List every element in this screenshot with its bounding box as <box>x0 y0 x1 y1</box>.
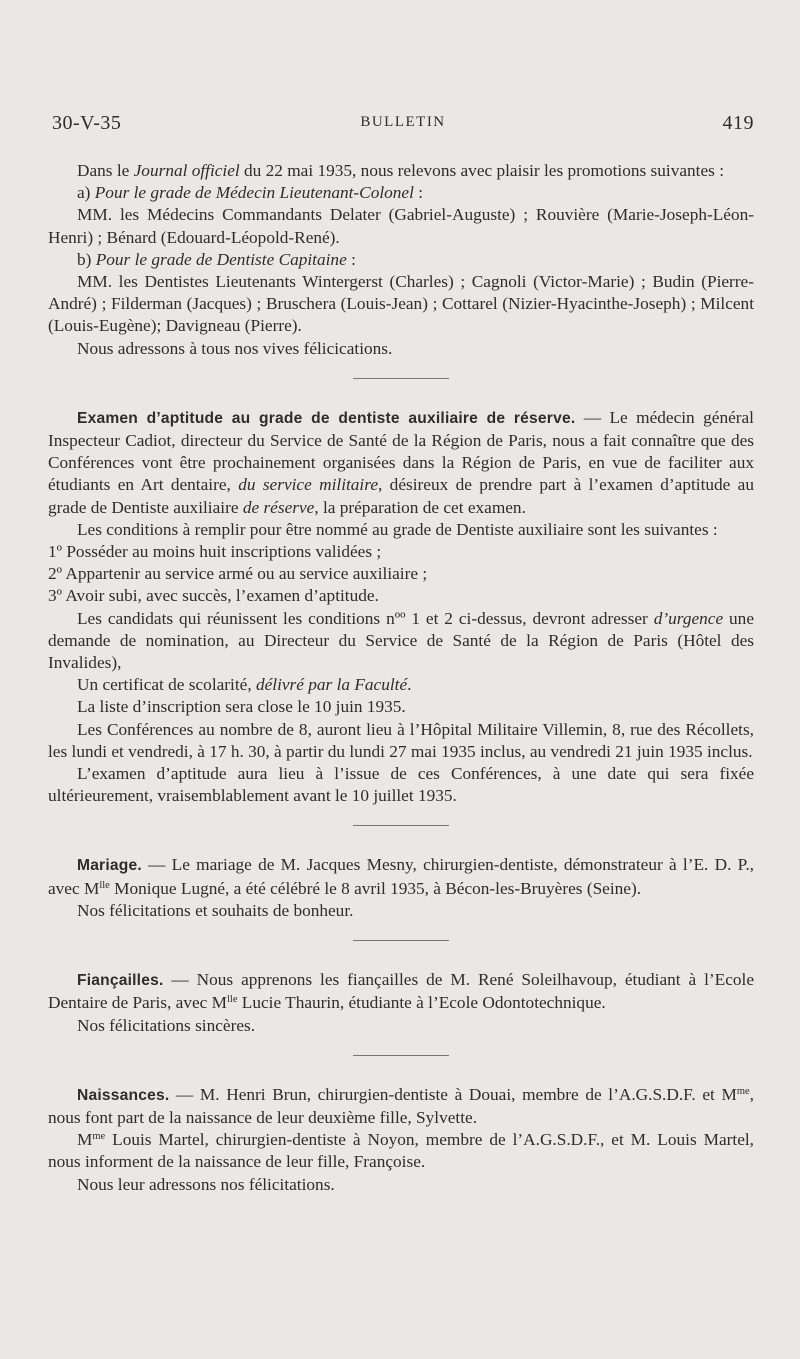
promotions-intro: Dans le Journal officiel du 22 mai 1935, nous relevons avec plaisir les promotions suivantes : <box>77 161 724 180</box>
examen-paragraph-candidates: Les candidats qui réunissent les conditions nºº 1 et 2 ci-dessus, devront adresser d’urgence une demande de nomination, au Directeur du Service de Santé de la Région de Paris (Hôtel des Invalides), <box>48 608 754 673</box>
section-divider <box>353 1055 449 1056</box>
mariage-heading: Mariage. <box>77 857 142 875</box>
issue-date: 30-V-35 <box>52 112 122 134</box>
naissances-paragraph-1: Naissances. — M. Henri Brun, chirurgien-dentiste à Douai, membre de l’A.G.S.D.F. et $M^{me}$, nous font part de la naissance de leur deuxième fille, Sylvette. <box>48 1084 754 1127</box>
examen-paragraph-list: La liste d’inscription sera close le 10 juin 1935. <box>77 697 406 717</box>
promotion-b-names: MM. les Dentistes Lieutenants Wintergerst (Charles) ; Cagnoli (Victor-Marie) ; Budin (Pierre-André) ; Filderman (Jacques) ; Bruschera (Louis-Jean) ; Cottarel (Nizier-Hyacinthe-Joseph) ; Milcent (Louis-Eugène); Davigneau (Pierre). <box>48 272 754 336</box>
journal-title: Journal officiel <box>133 161 240 180</box>
examen-paragraph-exam-date: L’examen d’aptitude aura lieu à l’issue de ces Conférences, à une date qui sera fixée ultérieurement, vraisemblablement avant le 10 juillet 1935. <box>48 764 754 806</box>
fiancailles-closing: Nos félicitations sincères. <box>77 1015 256 1035</box>
promotion-a-names: MM. les Médecins Commandants Delater (Gabriel-Auguste) ; Rouvière (Marie-Joseph-Léon-Henri) ; Bénard (Edouard-Léopold-René). <box>48 205 754 247</box>
mariage-section <box>48 854 754 922</box>
mariage-paragraph: Mariage. — Le mariage de M. Jacques Mesny, chirurgien-dentiste, démonstrateur à l’E. D. P., avec $M^{lle}$ Monique Lugné, a été célébré le 8 avril 1935, à Bécon-les-Bruyères (Seine). <box>48 855 754 898</box>
examen-section <box>48 407 754 808</box>
promotion-b-heading: b) Pour le grade de Dentiste Capitaine : <box>77 249 356 269</box>
naissances-paragraph-2: $M^{me}$ Louis Martel, chirurgien-dentiste à Noyon, membre de l’A.G.S.D.F., et M. Louis Martel, nous informent de la naissance de leur fille, Françoise. <box>48 1130 754 1172</box>
examen-paragraph-conferences: Les Conférences au nombre de 8, auront lieu à l’Hôpital Militaire Villemin, 8, rue des Récollets, les lundi et vendredi, à 17 h. 30, à partir du lundi 27 mai 1935 inclus, au vendredi 21 juin 1935 inclus. <box>48 719 754 761</box>
naissances-closing: Nous leur adressons nos félicitations. <box>77 1174 335 1194</box>
page-header <box>52 112 754 142</box>
condition-3: 3º Avoir subi, avec succès, l’examen d’aptitude. <box>48 586 379 606</box>
condition-1: 1º Posséder au moins huit inscriptions validées ; <box>48 542 382 562</box>
fiancailles-paragraph: Fiançailles. — Nous apprenons les fiançailles de M. René Soleilhavoup, étudiant à l’Ecole Dentaire de Paris, avec $M^{lle}$ Lucie Thaurin, étudiante à l’Ecole Odontotechnique. <box>48 970 754 1013</box>
promotions-closing: Nous adressons à tous nos vives félicications. <box>77 338 393 358</box>
fiancailles-section <box>48 969 754 1037</box>
section-divider <box>353 378 449 379</box>
examen-paragraph-certificate: Un certificat de scolarité, délivré par la Faculté. <box>77 675 412 695</box>
naissances-heading: Naissances. <box>77 1086 170 1104</box>
promotions-section <box>48 160 754 360</box>
condition-2: 2º Appartenir au service armé ou au service auxiliaire ; <box>48 564 428 584</box>
section-divider <box>353 940 449 941</box>
naissances-section <box>48 1084 754 1196</box>
examen-conditions-intro: Les conditions à remplir pour être nommé au grade de Dentiste auxiliaire sont les suivantes : <box>77 519 718 539</box>
fiancailles-heading: Fiançailles. <box>77 972 164 990</box>
section-divider <box>353 825 449 826</box>
mariage-closing: Nos félicitations et souhaits de bonheur. <box>77 900 354 920</box>
examen-paragraph-1: Examen d’aptitude au grade de dentiste auxiliaire de réserve. — Le médecin général Inspecteur Cadiot, directeur du Service de Santé de la Région de Paris, nous a fait connaître que des Conférences vont être prochainement organisées dans la Région de Paris, en vue de faciliter aux étudiants en Art dentaire, du service militaire, désireux de prendre part à l’examen d’aptitude au grade de Dentiste auxiliaire de réserve, la préparation de cet examen. <box>48 407 754 517</box>
running-title: BULLETIN <box>360 114 446 130</box>
page-body <box>48 160 754 1196</box>
page-number: 419 <box>722 112 754 134</box>
examen-heading: Examen d’aptitude au grade de dentiste auxiliaire de réserve. <box>77 409 576 427</box>
promotion-a-heading: a) Pour le grade de Médecin Lieutenant-Colonel : <box>77 183 424 203</box>
